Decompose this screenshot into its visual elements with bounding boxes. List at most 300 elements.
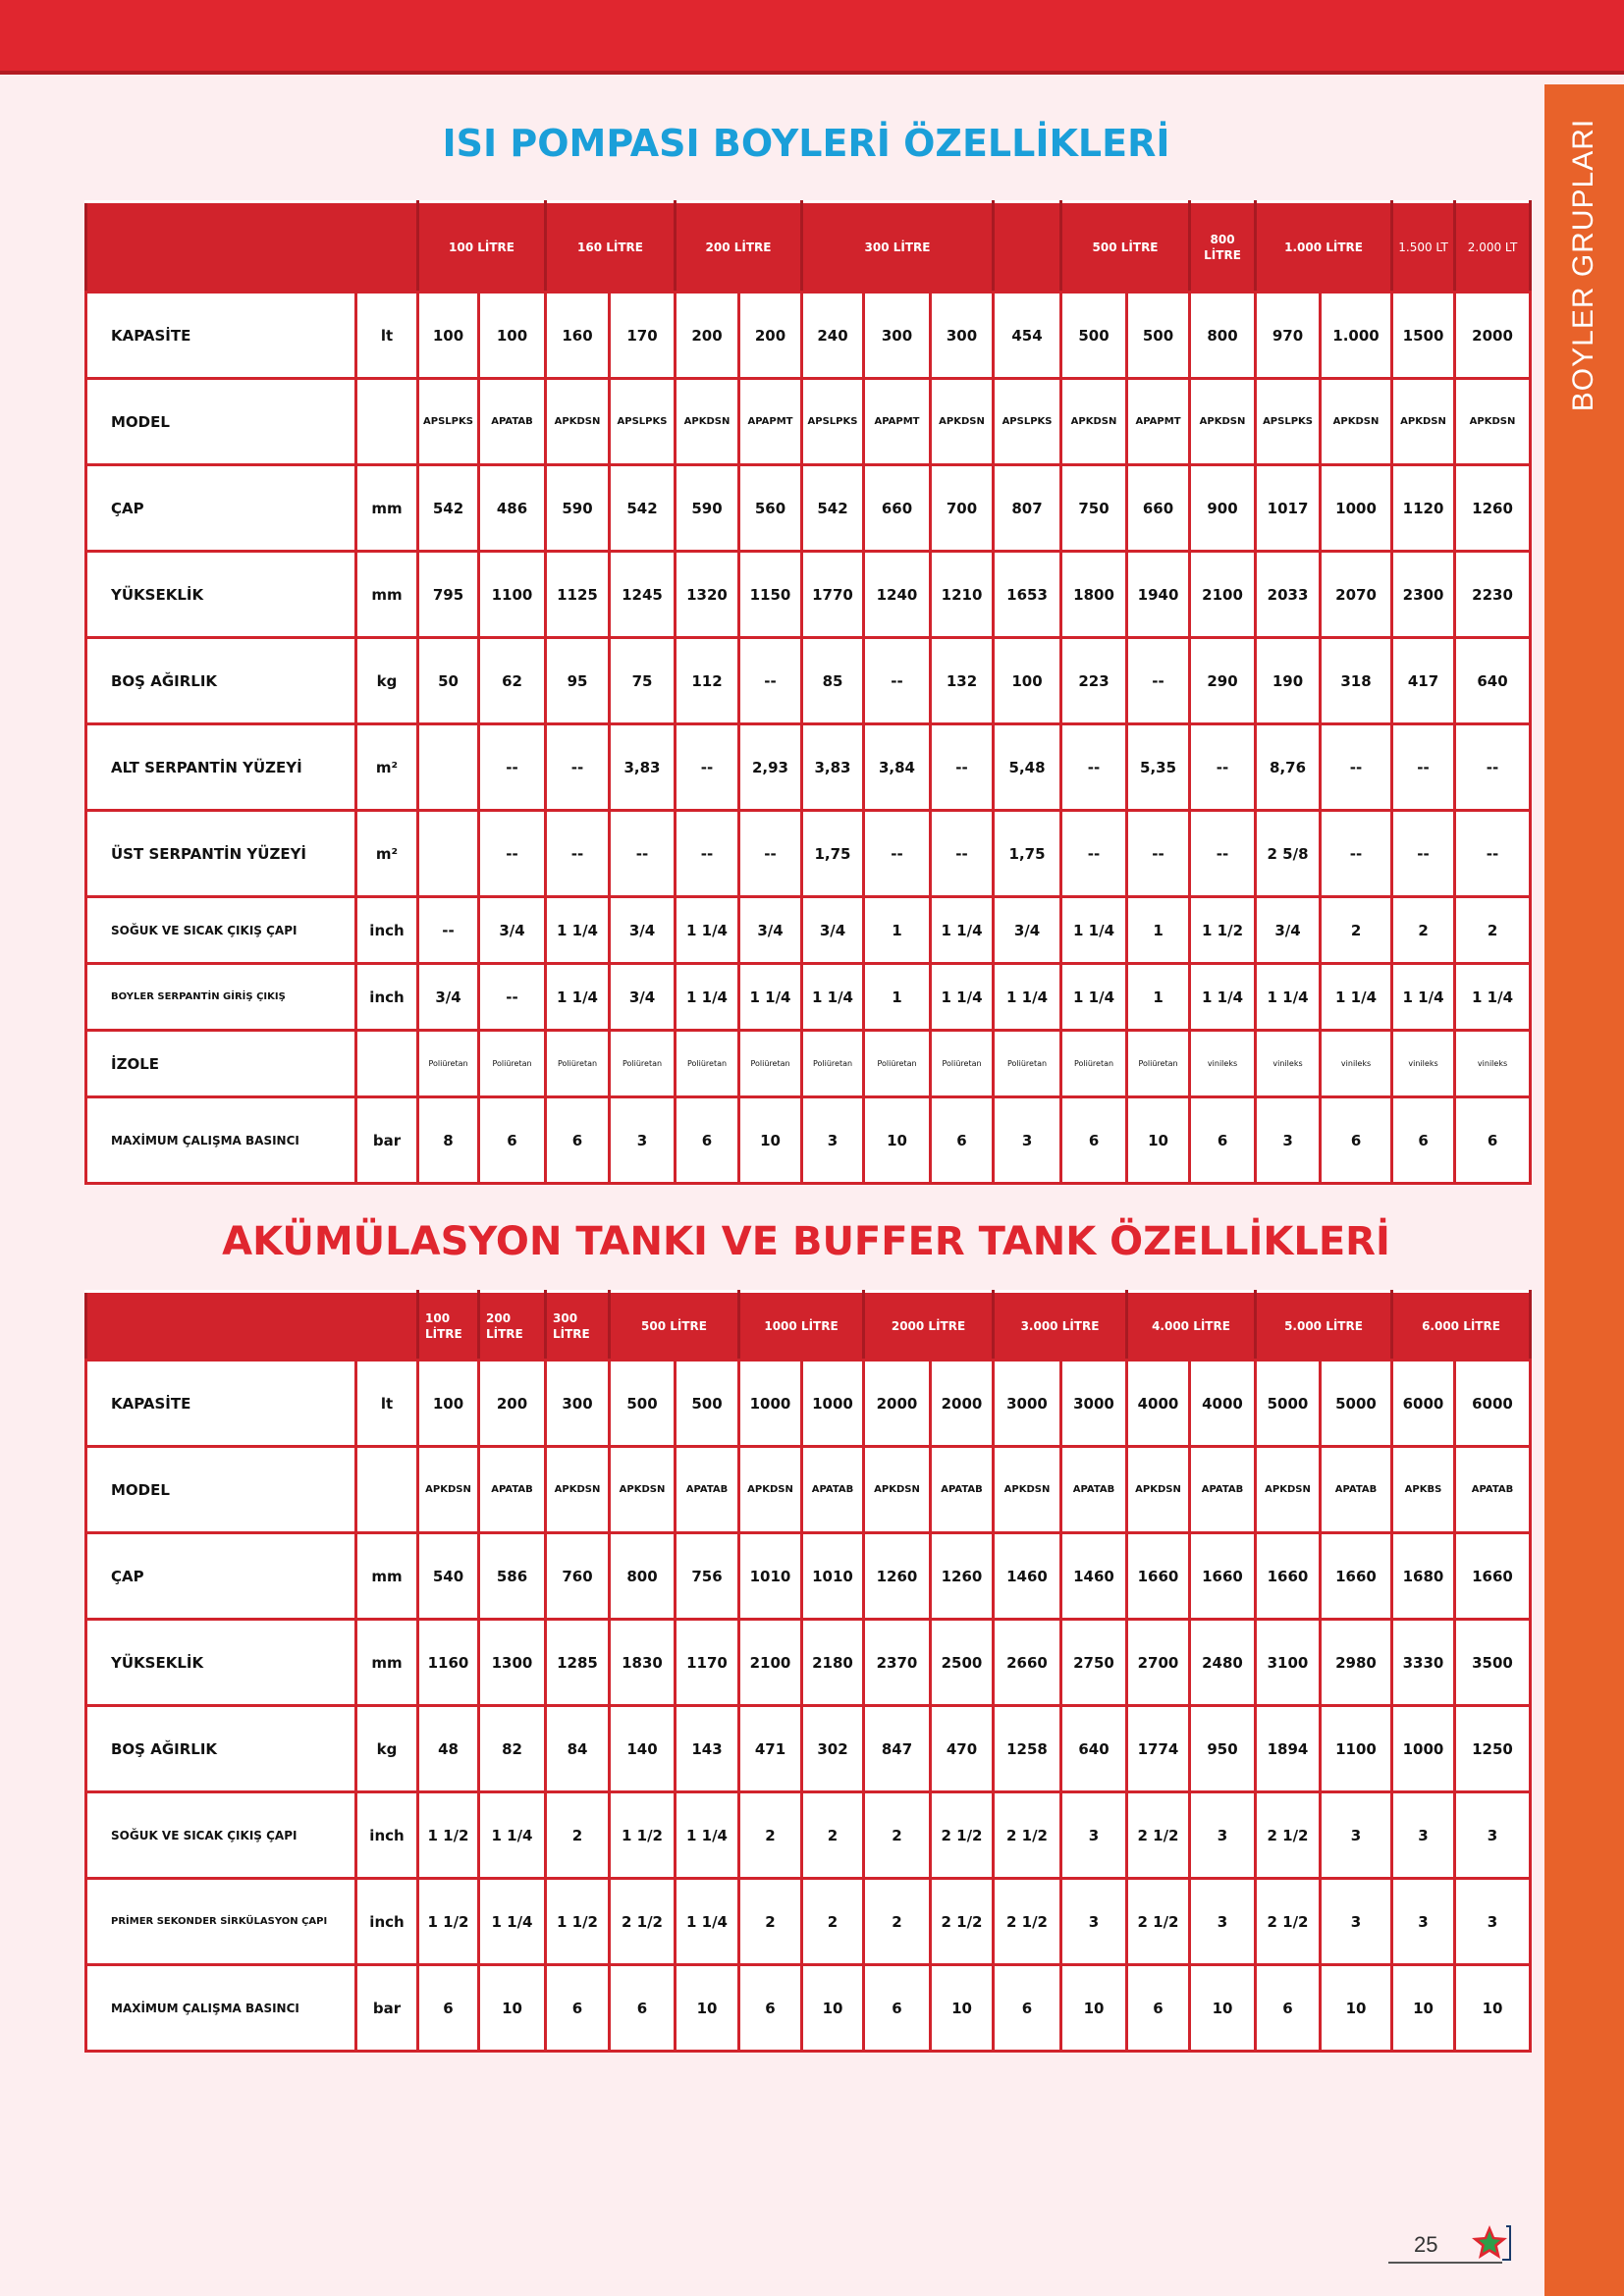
table-cell: 1300: [479, 1620, 546, 1706]
row-unit: bar: [356, 1965, 418, 2052]
table-cell: 2 1/2: [994, 1792, 1061, 1879]
table-row: [86, 1620, 1531, 1706]
table-cell: --: [479, 724, 546, 811]
table-cell: 100: [994, 638, 1061, 724]
table-row: [86, 1447, 1531, 1533]
table-cell: 3500: [1455, 1620, 1531, 1706]
table-cell: 300: [864, 293, 931, 379]
table-cell: 2 1/2: [1256, 1879, 1321, 1965]
table-cell: Poliüretan: [676, 1031, 739, 1097]
table-cell: APKDSN: [1321, 379, 1392, 465]
table-cell: 2 1/2: [931, 1879, 994, 1965]
table-cell: 50: [418, 638, 479, 724]
header-cell: 6.000 LİTRE: [1392, 1292, 1531, 1361]
table-cell: APKDSN: [610, 1447, 676, 1533]
header-cell: 2.000 LT: [1455, 202, 1531, 293]
table-cell: 3: [1190, 1792, 1256, 1879]
table-cell: APATAB: [1190, 1447, 1256, 1533]
table-cell: 4000: [1190, 1361, 1256, 1447]
table-cell: --: [1190, 724, 1256, 811]
table-cell: 4000: [1127, 1361, 1190, 1447]
table-cell: 6000: [1392, 1361, 1455, 1447]
table-cell: 2: [1392, 897, 1455, 964]
table-cell: --: [931, 724, 994, 811]
table-cell: 970: [1256, 293, 1321, 379]
table-cell: 10: [1455, 1965, 1531, 2052]
table-cell: 5,35: [1127, 724, 1190, 811]
table-cell: --: [739, 811, 802, 897]
table-cell: --: [931, 811, 994, 897]
table-cell: APSLPKS: [1256, 379, 1321, 465]
table-cell: 6: [1061, 1097, 1127, 1184]
row-unit: inch: [356, 1792, 418, 1879]
row-label: KAPASİTE: [86, 1361, 356, 1447]
table-cell: 10: [1127, 1097, 1190, 1184]
row-unit: mm: [356, 1620, 418, 1706]
table-cell: 2000: [931, 1361, 994, 1447]
table-cell: 2033: [1256, 552, 1321, 638]
row-unit: lt: [356, 1361, 418, 1447]
table-cell: 756: [676, 1533, 739, 1620]
table-cell: APKDSN: [1190, 379, 1256, 465]
table-cell: 3/4: [418, 964, 479, 1031]
table-cell: 200: [479, 1361, 546, 1447]
sidebar-band: [1544, 84, 1624, 2296]
table-cell: 1660: [1321, 1533, 1392, 1620]
table-cell: 6: [1127, 1965, 1190, 2052]
table-cell: 200: [739, 293, 802, 379]
table-cell: 542: [610, 465, 676, 552]
table-cell: 3/4: [610, 964, 676, 1031]
table-cell: 1120: [1392, 465, 1455, 552]
table-cell: 1 1/4: [1256, 964, 1321, 1031]
table-cell: 6: [739, 1965, 802, 2052]
table-cell: 1,75: [994, 811, 1061, 897]
star-logo-icon: [1467, 2222, 1512, 2262]
header-cell: 3.000 LİTRE: [994, 1292, 1127, 1361]
table-cell: 1 1/4: [1061, 897, 1127, 964]
table-cell: 1 1/4: [739, 964, 802, 1031]
table-cell: 2750: [1061, 1620, 1127, 1706]
header-cell: 500 LİTRE: [1061, 202, 1190, 293]
table-cell: 3/4: [994, 897, 1061, 964]
table-cell: 2,93: [739, 724, 802, 811]
table-cell: 1 1/4: [676, 964, 739, 1031]
buffer-tank-spec-table: [84, 1290, 1532, 2053]
table-cell: 1660: [1455, 1533, 1531, 1620]
table-cell: 1 1/2: [610, 1792, 676, 1879]
header-cell: 100 LİTRE: [418, 1292, 479, 1361]
table-cell: 1260: [931, 1533, 994, 1620]
table-cell: APKDSN: [931, 379, 994, 465]
table-cell: 660: [864, 465, 931, 552]
table-cell: 1 1/2: [418, 1879, 479, 1965]
table-row: [86, 1533, 1531, 1620]
table-cell: 1100: [479, 552, 546, 638]
table-cell: 470: [931, 1706, 994, 1792]
table-cell: APKDSN: [1256, 1447, 1321, 1533]
table-cell: Poliüretan: [479, 1031, 546, 1097]
table-cell: 2 1/2: [1256, 1792, 1321, 1879]
table-cell: 300: [546, 1361, 610, 1447]
row-label: ÇAP: [86, 1533, 356, 1620]
table-cell: --: [1392, 811, 1455, 897]
table-cell: [418, 724, 479, 811]
table-cell: --: [1321, 811, 1392, 897]
table-cell: 3: [1061, 1792, 1127, 1879]
table-cell: 590: [676, 465, 739, 552]
table-cell: 75: [610, 638, 676, 724]
table-cell: 318: [1321, 638, 1392, 724]
table-cell: 84: [546, 1706, 610, 1792]
table-cell: vinileks: [1190, 1031, 1256, 1097]
table-cell: 1 1/4: [1321, 964, 1392, 1031]
table-cell: 2 1/2: [1127, 1879, 1190, 1965]
row-unit: [356, 1447, 418, 1533]
table-cell: 10: [1392, 1965, 1455, 2052]
table-cell: APATAB: [802, 1447, 864, 1533]
table-cell: 6: [610, 1965, 676, 2052]
table-cell: --: [1321, 724, 1392, 811]
row-unit: mm: [356, 1533, 418, 1620]
table-cell: 760: [546, 1533, 610, 1620]
header-blank: [86, 202, 418, 293]
header-cell: 500 LİTRE: [610, 1292, 739, 1361]
table-cell: 2 5/8: [1256, 811, 1321, 897]
row-unit: [356, 379, 418, 465]
table-cell: 640: [1455, 638, 1531, 724]
table-row: [86, 293, 1531, 379]
row-label: İZOLE: [86, 1031, 356, 1097]
table-cell: 1000: [1321, 465, 1392, 552]
table-cell: 3/4: [802, 897, 864, 964]
table-cell: 2: [802, 1792, 864, 1879]
row-label: MODEL: [86, 1447, 356, 1533]
table-cell: 2: [802, 1879, 864, 1965]
table-cell: 1 1/4: [676, 1879, 739, 1965]
sidebar-title: [1544, 118, 1624, 412]
table-cell: 847: [864, 1706, 931, 1792]
table-cell: 1: [1127, 964, 1190, 1031]
table-cell: --: [1127, 638, 1190, 724]
table-cell: 1830: [610, 1620, 676, 1706]
table-cell: --: [1455, 811, 1531, 897]
table-cell: 2000: [864, 1361, 931, 1447]
header-cell: 300 LİTRE: [546, 1292, 610, 1361]
table-cell: Poliüretan: [610, 1031, 676, 1097]
table-cell: 1 1/4: [931, 897, 994, 964]
header-cell: 1.000 LİTRE: [1256, 202, 1392, 293]
table-cell: 132: [931, 638, 994, 724]
table-cell: APKDSN: [1061, 379, 1127, 465]
table-cell: 2070: [1321, 552, 1392, 638]
table-cell: 560: [739, 465, 802, 552]
page-number: 25: [1414, 2232, 1438, 2257]
row-label: BOŞ AĞIRLIK: [86, 638, 356, 724]
table-cell: 2: [1321, 897, 1392, 964]
header-cell: 4.000 LİTRE: [1127, 1292, 1256, 1361]
table-cell: 302: [802, 1706, 864, 1792]
table-cell: 800: [1190, 293, 1256, 379]
header-cell: 300 LİTRE: [802, 202, 994, 293]
table-cell: Poliüretan: [994, 1031, 1061, 1097]
table-cell: --: [1392, 724, 1455, 811]
table-cell: 2700: [1127, 1620, 1190, 1706]
table-cell: 85: [802, 638, 864, 724]
table-cell: 2230: [1455, 552, 1531, 638]
table-cell: APAPMT: [739, 379, 802, 465]
table-cell: 1653: [994, 552, 1061, 638]
table-cell: 3000: [1061, 1361, 1127, 1447]
table-row: [86, 1965, 1531, 2052]
table-cell: 2100: [739, 1620, 802, 1706]
table-cell: 2 1/2: [610, 1879, 676, 1965]
table-cell: 540: [418, 1533, 479, 1620]
table-cell: 1460: [994, 1533, 1061, 1620]
table-cell: 2 1/2: [931, 1792, 994, 1879]
table-cell: 6: [864, 1965, 931, 2052]
table-cell: 5000: [1321, 1361, 1392, 1447]
table-cell: 1 1/4: [1061, 964, 1127, 1031]
table-cell: 1260: [1455, 465, 1531, 552]
table-row: [86, 379, 1531, 465]
row-unit: inch: [356, 897, 418, 964]
table-cell: 900: [1190, 465, 1256, 552]
header-cell: 200 LİTRE: [479, 1292, 546, 1361]
row-unit: [356, 1031, 418, 1097]
table-row: [86, 897, 1531, 964]
table-cell: APSLPKS: [994, 379, 1061, 465]
buffer-tank-title: AKÜMÜLASYON TANKI VE BUFFER TANK ÖZELLİKLERİ: [222, 1219, 1390, 1264]
header-cell: 2000 LİTRE: [864, 1292, 994, 1361]
table-cell: 3/4: [739, 897, 802, 964]
row-label: PRİMER SEKONDER SİRKÜLASYON ÇAPI: [86, 1879, 356, 1965]
table-cell: 1 1/4: [1392, 964, 1455, 1031]
table-cell: 2000: [1455, 293, 1531, 379]
table-cell: 1010: [802, 1533, 864, 1620]
table-cell: 750: [1061, 465, 1127, 552]
table-cell: --: [1127, 811, 1190, 897]
row-label: ÇAP: [86, 465, 356, 552]
table-row: [86, 552, 1531, 638]
table-cell: 542: [802, 465, 864, 552]
table-cell: 3/4: [479, 897, 546, 964]
table-cell: APKDSN: [739, 1447, 802, 1533]
row-label: MODEL: [86, 379, 356, 465]
table-cell: 240: [802, 293, 864, 379]
header-cell: 1000 LİTRE: [739, 1292, 864, 1361]
table-cell: 3,84: [864, 724, 931, 811]
table-cell: 3: [1061, 1879, 1127, 1965]
table-cell: 190: [1256, 638, 1321, 724]
header-cell: 100 LİTRE: [418, 202, 546, 293]
table-cell: Poliüretan: [546, 1031, 610, 1097]
table-cell: 1 1/2: [1190, 897, 1256, 964]
table-cell: --: [546, 811, 610, 897]
table-cell: 2: [739, 1792, 802, 1879]
row-label: ALT SERPANTİN YÜZEYİ: [86, 724, 356, 811]
table-cell: 1285: [546, 1620, 610, 1706]
table-cell: 3: [1392, 1792, 1455, 1879]
table-cell: 2480: [1190, 1620, 1256, 1706]
table-cell: 10: [479, 1965, 546, 2052]
table-cell: 1000: [739, 1361, 802, 1447]
table-cell: 500: [610, 1361, 676, 1447]
table-cell: 1894: [1256, 1706, 1321, 1792]
table-cell: 10: [802, 1965, 864, 2052]
table-cell: 3,83: [802, 724, 864, 811]
table-cell: 160: [546, 293, 610, 379]
table-cell: 6: [1392, 1097, 1455, 1184]
table-row: [86, 465, 1531, 552]
table-cell: 3: [1190, 1879, 1256, 1965]
table-cell: 1000: [1392, 1706, 1455, 1792]
table-cell: 3/4: [1256, 897, 1321, 964]
table-cell: 1245: [610, 552, 676, 638]
table-cell: 660: [1127, 465, 1190, 552]
table-cell: 200: [676, 293, 739, 379]
table-cell: 143: [676, 1706, 739, 1792]
table-cell: 2180: [802, 1620, 864, 1706]
table-cell: APKDSN: [1455, 379, 1531, 465]
table-cell: --: [1061, 811, 1127, 897]
table-cell: 6: [994, 1965, 1061, 2052]
table-cell: --: [864, 811, 931, 897]
table-cell: 2: [864, 1879, 931, 1965]
table-cell: --: [418, 897, 479, 964]
table-cell: 62: [479, 638, 546, 724]
table-cell: Poliüretan: [864, 1031, 931, 1097]
table-cell: 2 1/2: [994, 1879, 1061, 1965]
table-cell: APAPMT: [864, 379, 931, 465]
table-cell: 3: [1256, 1097, 1321, 1184]
table-row: [86, 811, 1531, 897]
table-cell: 1258: [994, 1706, 1061, 1792]
table-row: [86, 1031, 1531, 1097]
table-cell: APKDSN: [676, 379, 739, 465]
table-cell: 1 1/2: [418, 1792, 479, 1879]
table-cell: 1150: [739, 552, 802, 638]
table-cell: 8: [418, 1097, 479, 1184]
table-cell: 1010: [739, 1533, 802, 1620]
table-cell: 950: [1190, 1706, 1256, 1792]
row-label: BOYLER SERPANTİN GİRİŞ ÇIKIŞ: [86, 964, 356, 1031]
table-row: [86, 1879, 1531, 1965]
table-cell: --: [676, 811, 739, 897]
row-label: YÜKSEKLİK: [86, 1620, 356, 1706]
table-cell: 1: [1127, 897, 1190, 964]
table-cell: 1 1/4: [546, 964, 610, 1031]
row-label: MAXİMUM ÇALIŞMA BASINCI: [86, 1097, 356, 1184]
table-cell: 1 1/2: [546, 1879, 610, 1965]
table-cell: 3,83: [610, 724, 676, 811]
table-cell: --: [610, 811, 676, 897]
table-cell: 140: [610, 1706, 676, 1792]
table-cell: 6: [1321, 1097, 1392, 1184]
row-label: KAPASİTE: [86, 293, 356, 379]
table-cell: Poliüretan: [418, 1031, 479, 1097]
table-cell: 2370: [864, 1620, 931, 1706]
table-cell: 6: [546, 1965, 610, 2052]
table-cell: 1: [864, 897, 931, 964]
table-cell: 3: [1392, 1879, 1455, 1965]
header-cell: 5.000 LİTRE: [1256, 1292, 1392, 1361]
sidebar-title-text: BOYLER GRUPLARI: [1567, 118, 1600, 412]
table-cell: 1017: [1256, 465, 1321, 552]
table-row: [86, 724, 1531, 811]
table-cell: APSLPKS: [802, 379, 864, 465]
table-cell: 1770: [802, 552, 864, 638]
footer-rule: [1388, 2262, 1502, 2264]
table-cell: 471: [739, 1706, 802, 1792]
table-cell: 1 1/4: [479, 1792, 546, 1879]
table-cell: 1320: [676, 552, 739, 638]
table-cell: APATAB: [931, 1447, 994, 1533]
table-cell: [418, 811, 479, 897]
table-cell: --: [479, 811, 546, 897]
table-cell: 795: [418, 552, 479, 638]
table-cell: 2: [739, 1879, 802, 1965]
table-cell: 6: [1256, 1965, 1321, 2052]
table-cell: 1660: [1127, 1533, 1190, 1620]
heat-pump-spec-table: [84, 200, 1532, 1185]
table-cell: 2980: [1321, 1620, 1392, 1706]
table-cell: 3: [994, 1097, 1061, 1184]
table-cell: APKDSN: [1392, 379, 1455, 465]
table-cell: --: [864, 638, 931, 724]
row-label: SOĞUK VE SICAK ÇIKIŞ ÇAPI: [86, 897, 356, 964]
table-cell: 486: [479, 465, 546, 552]
table-cell: APATAB: [479, 379, 546, 465]
table-cell: 8,76: [1256, 724, 1321, 811]
table-cell: Poliüretan: [739, 1031, 802, 1097]
table-cell: Poliüretan: [802, 1031, 864, 1097]
table-cell: 6000: [1455, 1361, 1531, 1447]
table-cell: 300: [931, 293, 994, 379]
table-cell: 6: [1190, 1097, 1256, 1184]
table-cell: 3: [1321, 1879, 1392, 1965]
table-cell: 2: [864, 1792, 931, 1879]
row-unit: mm: [356, 552, 418, 638]
table-cell: 1 1/4: [676, 897, 739, 964]
table-cell: --: [1190, 811, 1256, 897]
table-cell: --: [1061, 724, 1127, 811]
table-cell: 2100: [1190, 552, 1256, 638]
table-cell: 2660: [994, 1620, 1061, 1706]
row-unit: m²: [356, 724, 418, 811]
table-cell: 100: [418, 1361, 479, 1447]
table-cell: 1660: [1190, 1533, 1256, 1620]
row-unit: inch: [356, 1879, 418, 1965]
table-cell: APATAB: [1061, 1447, 1127, 1533]
table-cell: 1100: [1321, 1706, 1392, 1792]
header-cell: 800 LİTRE: [1190, 202, 1256, 293]
table-cell: 1: [864, 964, 931, 1031]
table-cell: 1160: [418, 1620, 479, 1706]
heat-pump-title: ISI POMPASI BOYLERİ ÖZELLİKLERİ: [442, 122, 1170, 165]
table-cell: 454: [994, 293, 1061, 379]
table-cell: 170: [610, 293, 676, 379]
table-cell: APAPMT: [1127, 379, 1190, 465]
row-unit: inch: [356, 964, 418, 1031]
table-cell: 1125: [546, 552, 610, 638]
table-cell: 6: [676, 1097, 739, 1184]
table-cell: 3100: [1256, 1620, 1321, 1706]
row-unit: m²: [356, 811, 418, 897]
table-cell: APKDSN: [864, 1447, 931, 1533]
table-cell: APKDSN: [418, 1447, 479, 1533]
table-cell: 1240: [864, 552, 931, 638]
